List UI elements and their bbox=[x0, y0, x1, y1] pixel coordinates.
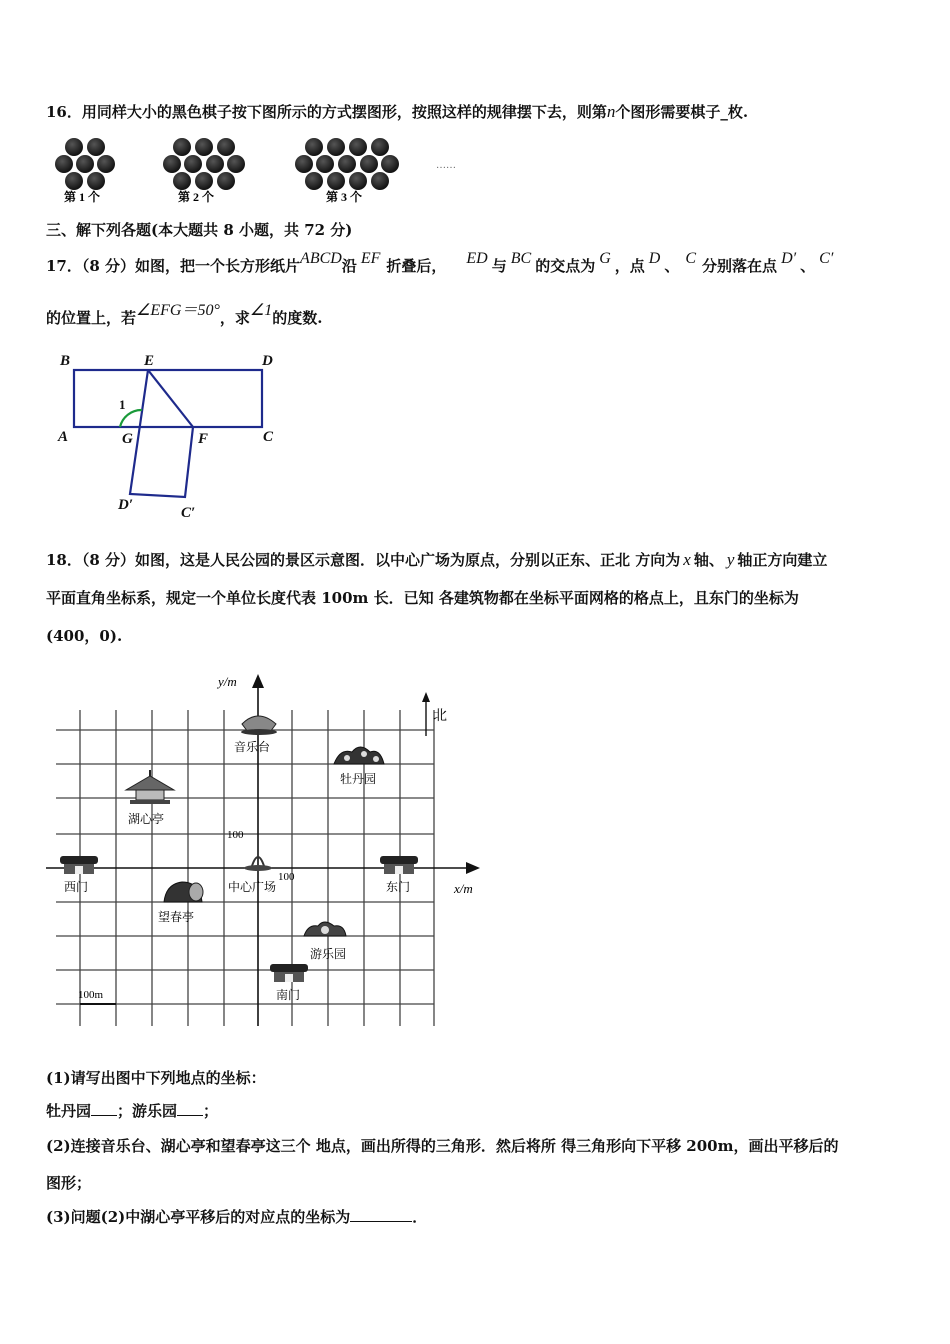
label-e: E bbox=[144, 353, 155, 369]
q17-ed: ED bbox=[466, 250, 488, 267]
q16-label-1: 第 1 个 bbox=[64, 190, 101, 204]
north-label: 北 bbox=[433, 709, 447, 724]
west-gate-icon bbox=[60, 856, 98, 874]
lake-pavilion-icon bbox=[126, 770, 174, 804]
q17-d: D bbox=[648, 250, 661, 267]
q17-line2 bbox=[46, 302, 323, 329]
q16-label-2: 第 2 个 bbox=[178, 190, 215, 204]
q17-fold: 折叠后， bbox=[386, 257, 447, 275]
chess-piece bbox=[65, 172, 83, 190]
q18-line1b: 轴、 bbox=[693, 551, 724, 569]
q18-part2-line1: (2)连接音乐台、湖心亭和望春亭这三个 地点，画出所得的三角形．然后将所 得三角形向下平移 200m，画出平移后的 bbox=[46, 1137, 839, 1155]
chess-piece bbox=[371, 172, 389, 190]
label-music-stage: 音乐台 bbox=[234, 740, 271, 754]
q17-cprime: C′ bbox=[819, 250, 834, 267]
label-lake-pavilion: 湖心亭 bbox=[128, 812, 165, 826]
x-axis-label: x/m bbox=[454, 881, 473, 896]
p3-text: (3)问题(2)中湖心亭平移后的对应点的坐标为 bbox=[46, 1208, 351, 1226]
q17-along: 沿 bbox=[341, 257, 357, 275]
q18-part1: (1)请写出图中下列地点的坐标： bbox=[46, 1069, 266, 1087]
q17-angle1: ∠1 bbox=[249, 302, 273, 319]
label-amusement-park: 游乐园 bbox=[310, 947, 347, 961]
chess-piece bbox=[381, 155, 399, 173]
p3-blank[interactable] bbox=[350, 1207, 412, 1222]
west-gate-door bbox=[75, 866, 83, 874]
p1-amuse-label: ；游乐园 bbox=[117, 1102, 178, 1120]
peony-garden-icon bbox=[334, 747, 384, 764]
amusement-park-icon bbox=[304, 922, 346, 936]
tick-100-y: 100 bbox=[227, 829, 244, 841]
q18-line2: 平面直角坐标系，规定一个单位长度代表 100m 长．已知 各建筑物都在坐标平面网格的格点上，且东门的坐标为 bbox=[46, 589, 799, 607]
north-arrow-icon bbox=[422, 692, 430, 702]
chess-piece bbox=[173, 138, 191, 156]
q18-part3 bbox=[46, 1207, 427, 1227]
chess-piece bbox=[87, 172, 105, 190]
q17-intersect: 的交点为 bbox=[535, 257, 596, 275]
q17-angle-cond: ∠EFG＝50° bbox=[136, 302, 220, 319]
east-gate-icon bbox=[380, 856, 418, 874]
south-gate-door bbox=[285, 974, 293, 982]
label-center-square: 中心广场 bbox=[228, 880, 277, 894]
peony-flower bbox=[361, 751, 367, 757]
x-axis-arrow-icon bbox=[466, 862, 480, 874]
east-gate-roof bbox=[380, 856, 418, 864]
chess-piece bbox=[371, 138, 389, 156]
q16-text-a: 16．用同样大小的黑色棋子按下图所示的方式摆图形，按照这样的规律摆下去，则第 bbox=[46, 103, 607, 121]
chess-piece bbox=[65, 138, 83, 156]
q17-sep: 、 bbox=[664, 257, 680, 275]
q18-part1-blanks bbox=[46, 1101, 218, 1121]
label-west-gate: 西门 bbox=[64, 880, 89, 894]
q16-var-n: n bbox=[606, 102, 616, 121]
pavilion-roof bbox=[126, 776, 174, 790]
q16-figure bbox=[50, 135, 470, 205]
label-east-gate: 东门 bbox=[386, 880, 411, 894]
q18-line3: (400，0). bbox=[46, 627, 123, 645]
wangchun-pavilion-icon bbox=[164, 882, 203, 902]
label-b: B bbox=[60, 353, 71, 369]
q17-line1 bbox=[46, 250, 837, 277]
label-wangchun-pavilion: 望春亭 bbox=[158, 910, 195, 924]
peony-flower bbox=[344, 755, 350, 761]
q17-fall: 分别落在点 bbox=[702, 257, 778, 275]
chess-piece bbox=[305, 138, 323, 156]
wangchun-tree bbox=[189, 883, 203, 901]
q17-abcd: ABCD bbox=[300, 250, 342, 267]
chess-piece bbox=[217, 172, 235, 190]
q16-figure-2 bbox=[163, 138, 245, 204]
p3-end: ． bbox=[412, 1208, 428, 1226]
label-d: D bbox=[262, 353, 273, 369]
angle-1-arc bbox=[120, 410, 142, 427]
pavilion-base bbox=[130, 800, 170, 804]
q17-with: 与 bbox=[491, 257, 507, 275]
y-axis-label: y/m bbox=[218, 674, 237, 689]
scale-label: 100m bbox=[78, 989, 104, 1001]
chess-piece bbox=[55, 155, 73, 173]
south-gate-roof bbox=[270, 964, 308, 972]
chess-piece bbox=[338, 155, 356, 173]
label-a: A bbox=[58, 429, 69, 445]
label-c-prime: C′ bbox=[181, 505, 196, 521]
q16-figure-1 bbox=[55, 138, 115, 204]
q17-bc: BC bbox=[510, 250, 532, 267]
y-axis-arrow-icon bbox=[252, 674, 264, 688]
q16-text bbox=[46, 102, 748, 122]
chess-piece bbox=[327, 172, 345, 190]
music-stage-base bbox=[241, 729, 277, 735]
q17-dprime: D′ bbox=[781, 250, 797, 267]
folded-part-e-dp-cp-f bbox=[130, 370, 193, 497]
q17-line2-prefix: 的位置上，若 bbox=[46, 309, 137, 327]
p1-peony-blank[interactable] bbox=[91, 1101, 117, 1116]
q16-ellipsis: …… bbox=[436, 160, 456, 171]
q18-line1 bbox=[46, 550, 827, 570]
p1-peony-label: 牡丹园 bbox=[46, 1102, 92, 1120]
chess-piece bbox=[217, 138, 235, 156]
q18-part2-line2: 图形； bbox=[46, 1174, 92, 1192]
q16-text-b: 个图形需要棋子_枚. bbox=[615, 103, 749, 121]
section3-heading: 三、解下列各题(本大题共 8 小题，共 72 分) bbox=[46, 221, 353, 239]
peony-flower bbox=[373, 756, 379, 762]
q17-sep2: 、 bbox=[800, 257, 816, 275]
chess-piece bbox=[227, 155, 245, 173]
q16-label-3: 第 3 个 bbox=[326, 190, 363, 204]
chess-piece bbox=[97, 155, 115, 173]
p1-end: ； bbox=[203, 1102, 219, 1120]
east-gate-door bbox=[395, 866, 403, 874]
label-f: F bbox=[198, 431, 209, 447]
amusement-wheel bbox=[321, 926, 329, 934]
q17-point: ，点 bbox=[614, 257, 645, 275]
label-d-prime: D′ bbox=[118, 497, 134, 513]
chess-piece bbox=[360, 155, 378, 173]
chess-piece bbox=[87, 138, 105, 156]
q17-ask: ，求 bbox=[219, 309, 250, 327]
west-gate-roof bbox=[60, 856, 98, 864]
chess-piece bbox=[327, 138, 345, 156]
label-c: C bbox=[263, 429, 274, 445]
q18-line1c: 轴正方向建立 bbox=[737, 551, 828, 569]
chess-piece bbox=[173, 172, 191, 190]
q17-g: G bbox=[599, 250, 611, 267]
chess-piece bbox=[184, 155, 202, 173]
q17-figure bbox=[50, 345, 300, 525]
fountain-base bbox=[244, 865, 272, 871]
q17-prefix: 17．（8 分）如图，把一个长方形纸片 bbox=[46, 257, 301, 275]
fold-line-ef bbox=[148, 370, 193, 427]
chess-piece bbox=[76, 155, 94, 173]
label-angle-1: 1 bbox=[119, 397, 126, 412]
chess-piece bbox=[206, 155, 224, 173]
q17-suffix: 的度数. bbox=[272, 309, 323, 327]
q18-line1-text: 18．（8 分）如图，这是人民公园的景区示意图．以中心广场为原点，分别以正东、正北 方向为 bbox=[46, 551, 681, 569]
chess-piece bbox=[163, 155, 181, 173]
q18-x-var: x bbox=[683, 550, 691, 569]
chess-piece bbox=[195, 172, 213, 190]
park-map bbox=[42, 668, 492, 1038]
rectangle-abfc bbox=[74, 370, 262, 427]
q18-y-var: y bbox=[726, 550, 735, 569]
pavilion-body bbox=[136, 790, 164, 800]
label-g: G bbox=[122, 431, 133, 447]
label-south-gate: 南门 bbox=[276, 988, 301, 1002]
q17-ef: EF bbox=[360, 250, 381, 267]
label-peony-garden: 牡丹园 bbox=[340, 772, 377, 786]
q17-c: C bbox=[685, 250, 697, 267]
chess-piece bbox=[349, 172, 367, 190]
chess-piece bbox=[316, 155, 334, 173]
south-gate-icon bbox=[270, 964, 308, 982]
chess-piece bbox=[349, 138, 367, 156]
tick-100-x: 100 bbox=[278, 871, 295, 883]
p1-amuse-blank[interactable] bbox=[177, 1101, 203, 1116]
music-stage-icon bbox=[241, 716, 277, 735]
chess-piece bbox=[305, 172, 323, 190]
chess-piece bbox=[295, 155, 313, 173]
q16-figure-3 bbox=[295, 138, 399, 204]
chess-piece bbox=[195, 138, 213, 156]
